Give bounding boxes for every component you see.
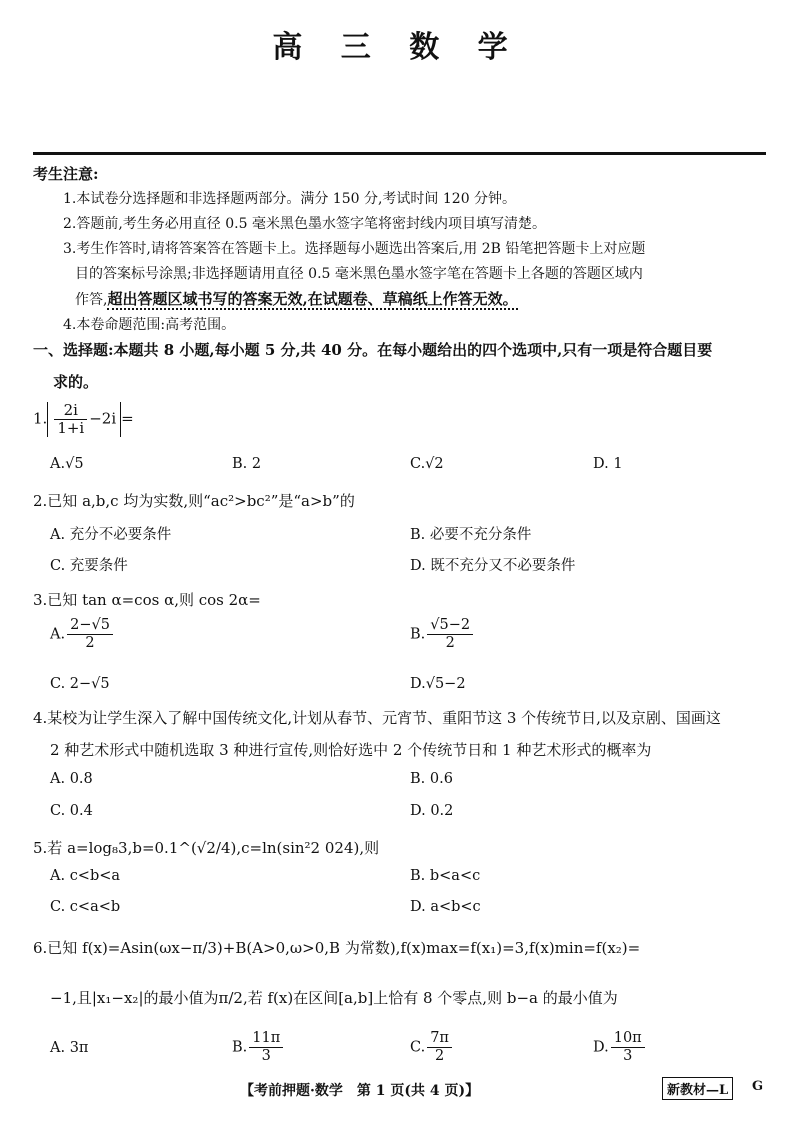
q2-option-c: C. 充要条件: [50, 558, 128, 574]
q6-d-numerator: 10π: [611, 1030, 645, 1048]
notice-heading: 考生注意:: [33, 165, 99, 183]
q1-option-d: D. 1: [593, 456, 623, 472]
q6-b-fraction: [249, 1030, 283, 1065]
q1-abs: [47, 402, 121, 437]
q4-option-d: D. 0.2: [410, 803, 454, 819]
notice-item-2: 2.答题前,考生务必用直径 0.5 毫米黑色墨水签字笔将密封线内项目填写清楚。: [63, 216, 546, 232]
q3-option-c: C. 2−√5: [50, 676, 110, 692]
notice-emphasis: 超出答题区域书写的答案无效,在试题卷、草稿纸上作答无效。: [107, 290, 518, 308]
edition-badge-suffix: G: [752, 1079, 764, 1094]
notice-item-4: 4.本卷命题范围:高考范围。: [63, 317, 236, 333]
q3-b-fraction: [427, 617, 473, 652]
q1-number: 1.: [33, 409, 48, 428]
q6-b-numerator: 11π: [249, 1030, 283, 1048]
q3-option-b: [410, 617, 475, 652]
notice-item-3-cont2: [33, 287, 773, 313]
question-5-stem: 5.若 a=log₈3,b=0.1^(√2/4),c=ln(sin²2 024),则: [33, 839, 380, 857]
question-2-stem: 2.已知 a,b,c 均为实数,则“ac²>bc²”是“a>b”的: [33, 492, 355, 510]
q6-c-numerator: 7π: [427, 1030, 452, 1048]
question-3-stem: 3.已知 tan α=cos α,则 cos 2α=: [33, 591, 261, 609]
notice-item-3-pre: 作答,: [75, 292, 108, 308]
notice-item-3: 3.考生作答时,请将答案答在答题卡上。选择题每小题选出答案后,用 2B 铅笔把答题卡上对应题: [63, 241, 646, 257]
q6-option-a: A. 3π: [50, 1040, 89, 1056]
section-line-1: 一、选择题:本题共 8 小题,每小题 5 分,共 40 分。在每小题给出的四个选项中,只有一项是符合题目要: [33, 341, 713, 359]
q2-option-d: D. 既不充分又不必要条件: [410, 558, 576, 574]
q3-a-numerator: 2−√5: [67, 617, 113, 635]
q3-a-label: A.: [50, 626, 66, 643]
q4-option-b: B. 0.6: [410, 771, 453, 787]
question-1-stem: [33, 402, 773, 437]
notice-item-1: 1.本试卷分选择题和非选择题两部分。满分 150 分,考试时间 120 分钟。: [63, 191, 517, 207]
q6-option-b: [232, 1030, 285, 1065]
q4-option-c: C. 0.4: [50, 803, 93, 819]
q1-fraction: [54, 402, 87, 437]
q1-rest: −2i: [89, 409, 117, 428]
q6-c-denominator: 2: [434, 1048, 445, 1064]
q3-a-denominator: 2: [85, 635, 95, 651]
q6-b-label: B.: [232, 1039, 248, 1056]
q6-d-label: D.: [593, 1039, 609, 1056]
q6-option-d: [593, 1030, 647, 1065]
question-6-stem-1: 6.已知 f(x)=Asin(ωx−π/3)+B(A>0,ω>0,B 为常数),f(x)max=f(x₁)=3,f(x)min=f(x₂)=: [33, 939, 641, 957]
q1-option-a: A.√5: [50, 456, 84, 472]
q3-option-a: [50, 617, 115, 652]
q6-option-c: [410, 1030, 454, 1065]
q6-d-denominator: 3: [623, 1048, 633, 1064]
q3-b-numerator: √5−2: [427, 617, 473, 635]
q3-a-fraction: [67, 617, 113, 652]
section-line-2: 求的。: [53, 373, 99, 391]
q3-b-label: B.: [410, 626, 426, 643]
q3-option-d: D.√5−2: [410, 676, 466, 692]
notice-item-3-cont: 目的答案标号涂黑;非选择题请用直径 0.5 毫米黑色墨水签字笔在答题卡上各题的答题区域内: [75, 266, 643, 282]
q5-option-a: A. c<b<a: [50, 868, 121, 884]
q6-c-label: C.: [410, 1039, 426, 1056]
section-heading: [33, 334, 773, 398]
q1-denominator: 1+i: [57, 419, 85, 437]
q4-option-a: A. 0.8: [50, 771, 93, 787]
q6-d-fraction: [611, 1030, 645, 1065]
question-6-stem-2: −1,且|x₁−x₂|的最小值为π/2,若 f(x)在区间[a,b]上恰有 8 个零点,则 b−a 的最小值为: [50, 989, 618, 1007]
q5-option-b: B. b<a<c: [410, 868, 481, 884]
notice-block: [33, 162, 773, 338]
q1-option-c: C.√2: [410, 456, 444, 472]
question-4-stem-1: 4.某校为让学生深入了解中国传统文化,计划从春节、元宵节、重阳节这 3 个传统节日,以及京剧、国画这: [33, 709, 721, 727]
q6-b-denominator: 3: [261, 1048, 271, 1064]
q3-b-denominator: 2: [445, 635, 455, 651]
q2-option-b: B. 必要不充分条件: [410, 527, 532, 543]
page-title: 高 三 数 学: [272, 30, 522, 65]
q2-option-a: A. 充分不必要条件: [50, 527, 172, 543]
question-4-stem-2: 2 种艺术形式中随机选取 3 种进行宣传,则恰好选中 2 个传统节日和 1 种艺术形式的概率为: [50, 741, 652, 759]
q1-tail: =: [121, 409, 134, 428]
q1-option-b: B. 2: [232, 456, 262, 472]
header-rule: [33, 152, 766, 155]
q1-numerator: 2i: [54, 402, 87, 420]
edition-badge: 新教材—L: [662, 1077, 733, 1100]
q6-c-fraction: [427, 1030, 452, 1065]
q5-option-c: C. c<a<b: [50, 899, 121, 915]
page-footer: 【考前押题·数学 第 1 页(共 4 页)】: [240, 1083, 480, 1099]
q5-option-d: D. a<b<c: [410, 899, 481, 915]
